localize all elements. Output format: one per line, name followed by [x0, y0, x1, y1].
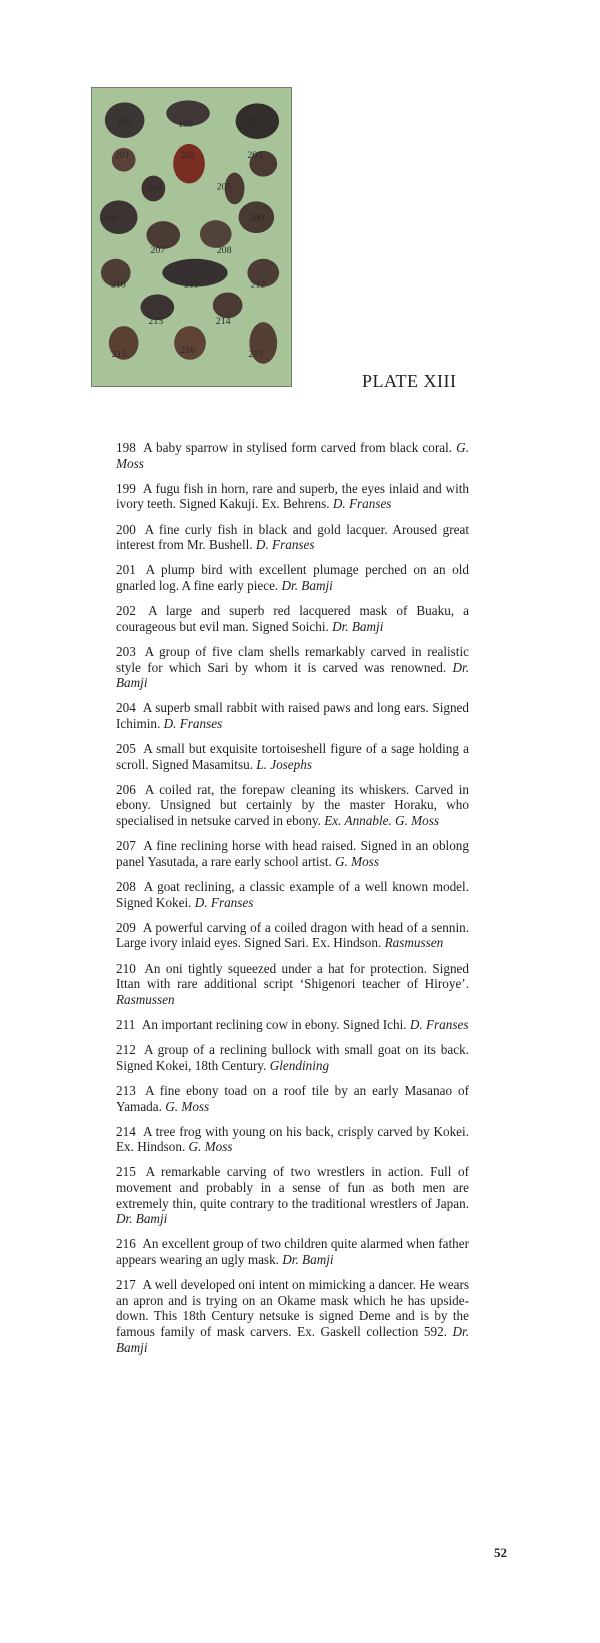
plate-label-211: 211	[184, 279, 199, 291]
plate-label-210: 210	[110, 279, 126, 291]
entry-number: 202	[116, 603, 136, 619]
entry-number: 212	[116, 1042, 136, 1058]
entry-provenance: G. Moss	[188, 1139, 233, 1155]
entry-description: A remarkable carving of two wrestlers in action. Full of movement and probably in a sense of fun as both men are extremely thin, quite contrary to the traditional wrestlers of Japan.	[116, 1164, 469, 1211]
entry-provenance: Dr. Bamji	[281, 577, 333, 593]
catalogue-entry	[116, 782, 469, 829]
entry-provenance: G. Moss	[334, 853, 379, 869]
plate-photograph	[91, 87, 292, 387]
entry-description: A baby sparrow in stylised form carved from black coral.	[143, 440, 453, 455]
entry-number: 206	[116, 781, 136, 797]
entry-provenance: G. Moss	[116, 440, 469, 471]
entry-description: An important reclining cow in ebony. Signed Ichi.	[141, 1016, 407, 1032]
entry-description: A goat reclining, a classic example of a well known model. Signed Kokei.	[116, 879, 469, 910]
entry-number: 214	[116, 1123, 136, 1139]
netsuke-208	[200, 220, 232, 248]
entry-description: An oni tightly squeezed under a hat for protection. Signed Ittan with rare additional script ‘Shigenori teacher of Hiroye’.	[116, 960, 469, 992]
entry-provenance: Rasmussen	[116, 991, 175, 1007]
catalogue-entry	[116, 1164, 469, 1226]
entry-description: An excellent group of two children quite alarmed when father appears wearing an ugly mask.	[116, 1236, 469, 1268]
entry-number: 213	[116, 1082, 136, 1098]
catalogue-entry	[116, 562, 469, 593]
entry-description: A fine curly fish in black and gold lacquer. Aroused great interest from Mr. Bushell.	[116, 521, 469, 553]
entry-provenance: Dr. Bamji	[116, 659, 470, 691]
catalogue-entry	[116, 440, 469, 471]
entry-number: 204	[116, 700, 136, 716]
entry-description: A fine ebony toad on a roof tile by an early Masanao of Yamada.	[116, 1082, 469, 1114]
entry-number: 216	[116, 1236, 136, 1252]
entry-provenance: D. Franses	[194, 894, 254, 910]
catalogue-entry	[116, 1042, 469, 1073]
catalogue-entry	[116, 838, 469, 869]
netsuke-214	[213, 292, 243, 318]
entry-provenance: G. Moss	[165, 1098, 210, 1114]
page-number: 52	[494, 1545, 507, 1560]
catalogue-entry	[116, 1277, 469, 1355]
entry-description: A well developed oni intent on mimicking a dancer. He wears an apron and is trying on an Okame mask which he has upside-down. This 18th Century netsuke is signed Deme and is by the famous family of mask carvers. Ex. Gaskell collection 592.	[116, 1277, 469, 1339]
entry-provenance: D. Franses	[163, 715, 223, 731]
plate-label-214: 214	[215, 316, 231, 328]
catalogue-entry	[116, 1017, 469, 1033]
catalogue-entries	[116, 440, 469, 1365]
plate-label-201: 201	[114, 149, 130, 161]
entry-number: 205	[116, 741, 136, 757]
plate-label-216: 216	[180, 344, 195, 356]
plate-label-209: 209	[249, 213, 265, 225]
plate-label-206: 206	[102, 213, 118, 225]
catalogue-entry	[116, 961, 469, 1008]
entry-provenance: D. Franses	[409, 1016, 469, 1032]
entry-number: 203	[116, 643, 136, 659]
plate-label-200: 200	[246, 117, 262, 129]
entry-provenance: Ex. Annable. G. Moss	[324, 813, 440, 829]
netsuke-photo-svg	[92, 88, 291, 386]
plate-label-212: 212	[250, 279, 266, 291]
entry-provenance: Rasmussen	[384, 935, 444, 951]
entry-number: 200	[116, 521, 136, 537]
catalogue-entry	[116, 920, 469, 951]
entry-provenance: Dr. Bamji	[116, 1211, 168, 1227]
catalogue-entry	[116, 522, 469, 553]
catalogue-entry	[116, 644, 469, 691]
entry-description: A coiled rat, the forepaw cleaning its whiskers. Carved in ebony. Unsigned but certainly by the master Horaku, who specialised in netsuke carved in ebony.	[116, 781, 469, 829]
entry-number: 217	[116, 1277, 136, 1293]
entry-provenance: D. Franses	[255, 537, 315, 553]
entry-number: 198	[116, 440, 136, 455]
plate-label-208: 208	[216, 244, 232, 256]
entry-number: 201	[116, 562, 136, 578]
entry-number: 208	[116, 879, 136, 894]
entry-description: A fine reclining horse with head raised. Signed in an oblong panel Yasutada, a rare early school artist.	[116, 838, 469, 869]
catalogue-entry	[116, 603, 469, 634]
entry-number: 211	[116, 1016, 136, 1032]
entry-description: A powerful carving of a coiled dragon with head of a sennin. Large ivory inlaid eyes. Signed Sari. Ex. Hindson.	[116, 919, 469, 951]
entry-number: 199	[116, 480, 136, 496]
plate-label-215: 215	[111, 348, 127, 360]
plate-label-207: 207	[150, 244, 166, 256]
entry-provenance: Dr. Bamji	[116, 1324, 469, 1355]
plate-label-203: 203	[247, 149, 263, 161]
plate-label-205: 205	[216, 181, 232, 193]
entry-provenance: D. Franses	[332, 496, 392, 512]
entry-number: 215	[116, 1164, 136, 1180]
catalogue-entry	[116, 481, 469, 512]
catalogue-entry	[116, 1083, 469, 1114]
plate-label-204: 204	[147, 182, 163, 194]
entry-provenance: Dr. Bamji	[332, 618, 384, 634]
entry-provenance: Dr. Bamji	[282, 1252, 334, 1268]
catalogue-entry	[116, 741, 469, 772]
catalogue-entry	[116, 700, 469, 731]
entry-number: 209	[116, 919, 136, 935]
catalogue-entry	[116, 1124, 469, 1155]
entry-provenance: Glendining	[269, 1057, 330, 1073]
entry-description: A small but exquisite tortoiseshell figure of a sage holding a scroll. Signed Masamitsu.	[116, 741, 469, 772]
entry-description: A group of a reclining bullock with small goat on its back. Signed Kokei, 18th Century.	[116, 1042, 469, 1073]
entry-number: 207	[116, 838, 136, 854]
entry-description: A fugu fish in horn, rare and superb, the eyes inlaid and with ivory teeth. Signed Kakuji. Ex. Behrens.	[116, 480, 469, 512]
plate-label-199: 199	[178, 119, 193, 131]
entry-description: A plump bird with excellent plumage perched on an old gnarled log. A fine early piece.	[116, 562, 469, 593]
plate-title: PLATE XIII	[362, 371, 457, 391]
entry-description: A large and superb red lacquered mask of Buaku, a courageous but evil man. Signed Soichi.	[116, 603, 469, 634]
entry-description: A group of five clam shells remarkably carved in realistic style for which Sari by whom it is carved was renowned.	[116, 643, 469, 675]
plate-label-217: 217	[248, 348, 264, 360]
entry-provenance: L. Josephs	[256, 756, 312, 772]
entry-description: A superb small rabbit with raised paws and long ears. Signed Ichimin.	[116, 700, 469, 731]
entry-description: A tree frog with young on his back, crisply carved by Kokei. Ex. Hindson.	[116, 1123, 469, 1155]
plate-label-213: 213	[148, 316, 164, 328]
catalogue-entry	[116, 879, 469, 910]
entry-number: 210	[116, 960, 136, 976]
plate-label-198: 198	[116, 116, 132, 128]
plate-label-202: 202	[180, 149, 195, 161]
catalogue-entry	[116, 1236, 469, 1267]
